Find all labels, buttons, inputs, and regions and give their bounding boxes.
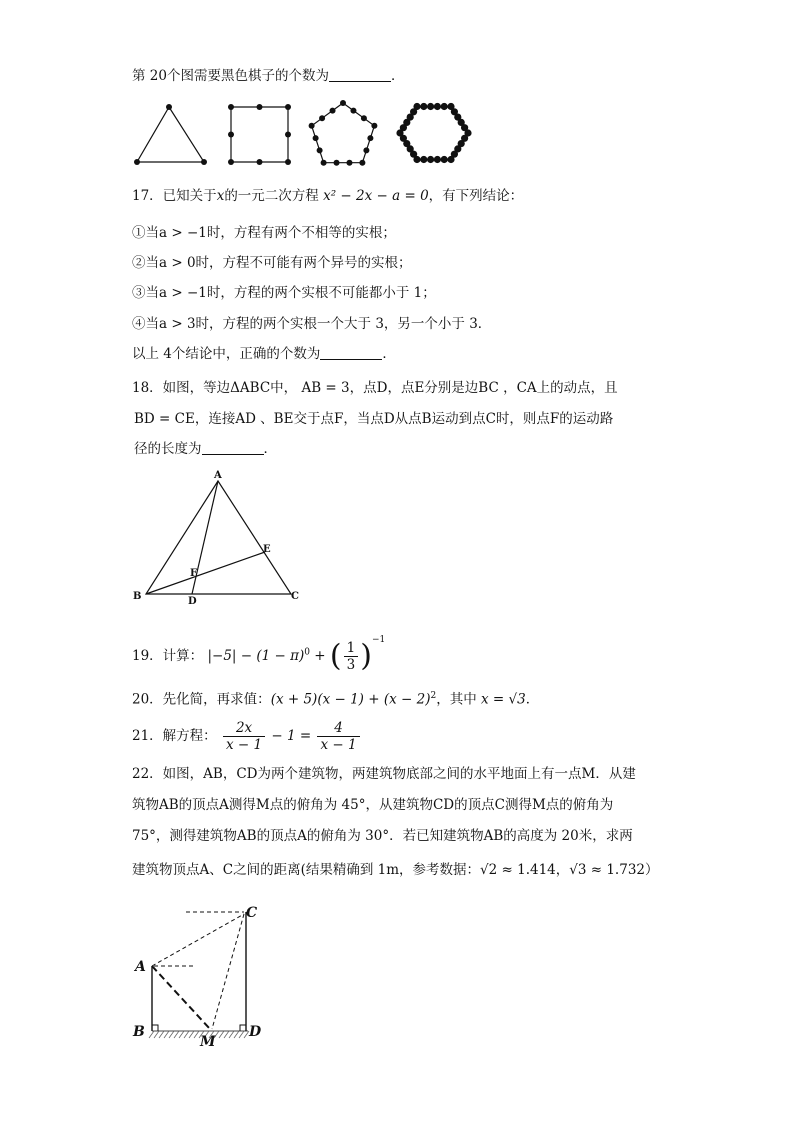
chess-piece <box>441 103 448 110</box>
q21-rhs-num: 4 <box>317 720 359 737</box>
chess-piece <box>371 123 377 129</box>
chess-piece <box>346 160 352 166</box>
chess-piece <box>350 108 356 114</box>
q20-condition: x = √3 <box>481 691 526 708</box>
q17-conclusion-3: ③当a > −1时，方程的两个实根不可能都小于 1； <box>132 285 436 301</box>
q17-stem-prefix: 17．已知关于 <box>132 188 217 204</box>
q20-line <box>132 686 539 710</box>
chess-piece <box>434 103 441 110</box>
q17-conclusion-2: ②当a > 0时，方程不可能有两个异号的实根； <box>132 255 412 271</box>
label-e: E <box>263 544 271 555</box>
chess-piece <box>285 159 291 165</box>
label-f: F <box>190 568 198 579</box>
chess-piece <box>228 132 234 138</box>
hatch-mark <box>229 1031 234 1038</box>
q19-line <box>132 630 385 673</box>
right-angle-d <box>240 1025 246 1031</box>
q16-tail-suffix: ． <box>390 68 405 84</box>
triangle-abc <box>146 481 291 594</box>
q19-expr-main: |−5| − (1 − π) <box>207 648 305 664</box>
hatch-mark <box>164 1031 169 1038</box>
chess-piece <box>420 103 427 110</box>
left-paren-glyph: ( <box>329 638 342 674</box>
polygon-outline <box>137 107 204 162</box>
q22-figure <box>128 898 278 1048</box>
q18-line-3-suffix: ． <box>263 441 277 457</box>
chess-piece <box>434 156 441 163</box>
chess-piece <box>201 159 207 165</box>
chess-piece <box>334 160 340 166</box>
label-d: D <box>188 596 197 606</box>
chess-piece <box>427 156 434 163</box>
q20-prefix: 20．先化简，再求值： <box>132 691 271 708</box>
chess-piece <box>313 135 319 141</box>
chess-piece <box>319 115 325 121</box>
label-m: M <box>200 1034 216 1048</box>
q22-line-1: 22．如图，AB，CD为两个建筑物，两建筑物底部之间的水平地面上有一点M．从建 <box>132 766 636 782</box>
q17-stem <box>132 186 523 206</box>
q17-question-text: 以上 4个结论中，正确的个数为 <box>132 346 321 362</box>
q21-prefix: 21．解方程： <box>132 728 217 744</box>
line-am <box>152 966 210 1029</box>
q17-question <box>132 344 396 364</box>
triangle-figure <box>134 104 207 165</box>
hatch-mark <box>219 1031 224 1038</box>
chess-piece <box>361 115 367 121</box>
chess-piece <box>166 104 172 110</box>
chess-piece <box>400 135 407 142</box>
hatch-mark <box>189 1031 194 1038</box>
q22-line-2: 筑物AB的顶点A测得M点的俯角为 45°，从建筑物CD的顶点C测得M点的俯角为 <box>132 797 614 813</box>
line-cm <box>212 914 244 1029</box>
chess-piece <box>285 132 291 138</box>
q19-exp-0: 0 <box>304 647 310 658</box>
q19-frac-num: 1 <box>344 640 359 657</box>
q22-line-4: 建筑物顶点A、C之间的距离(结果精确到 1m，参考数据：√2 ≈ 1.414，√3 ≈ 1.732） <box>132 862 659 878</box>
q17-conclusion-4: ④当a > 3时，方程的两个实根一个大于 3，另一个小于 3． <box>132 316 492 332</box>
q19-prefix: 19．计算： <box>132 648 204 664</box>
hatch-mark <box>169 1031 174 1038</box>
q19-plus: + <box>314 648 326 664</box>
chess-piece <box>363 147 369 153</box>
polygon-outline <box>312 103 375 163</box>
right-paren-glyph: ) <box>360 638 372 674</box>
chess-piece <box>340 100 346 106</box>
q16-tail-text: 第 20个图需要黑色棋子的个数为 <box>132 68 329 84</box>
label-b: B <box>133 591 142 602</box>
chess-piece <box>257 159 263 165</box>
chess-piece <box>413 103 420 110</box>
q21-minus-one: − 1 = <box>271 728 312 744</box>
q21-rhs-fraction <box>317 720 359 753</box>
q21-lhs-fraction <box>223 720 265 753</box>
hatch-mark <box>194 1031 199 1038</box>
chess-piece <box>285 104 291 110</box>
chess-piece <box>317 147 323 153</box>
q19-frac-den: 3 <box>346 657 356 673</box>
chess-piece <box>441 156 448 163</box>
q17-equation: x² − 2x − a = 0 <box>323 188 429 204</box>
label-a: A <box>214 470 222 481</box>
hatch-mark <box>179 1031 184 1038</box>
q19-exp-neg1: −1 <box>371 635 386 645</box>
q20-suffix-pre: ，其中 <box>436 691 477 708</box>
q19-fraction <box>344 640 359 673</box>
line-ac <box>152 914 244 966</box>
q21-lhs-den: x − 1 <box>225 737 263 753</box>
hatch-mark <box>239 1031 244 1038</box>
hexagon-figure <box>396 103 471 163</box>
q18-line-2: BD = CE，连接AD 、BE交于点F，当点D从点B运动到点C时，则点F的运动路 <box>134 411 614 427</box>
q20-expr: (x + 5)(x − 1) + (x − 2) <box>270 691 431 708</box>
q17-stem-suffix: ，有下列结论： <box>428 188 524 204</box>
label-d: D <box>249 1024 262 1040</box>
label-c: C <box>246 905 258 921</box>
chess-piece <box>228 159 234 165</box>
chess-piece <box>309 123 315 129</box>
chess-piece <box>367 135 373 141</box>
label-b: B <box>133 1024 145 1040</box>
q18-line-1: 18．如图，等边ΔABC中， AB = 3，点D，点E分别是边BC ，CA上的动点，且 <box>132 380 618 396</box>
q20-suffix: ． <box>525 691 540 708</box>
hatch-mark <box>174 1031 179 1038</box>
chess-piece <box>427 103 434 110</box>
chess-piece <box>447 156 454 163</box>
segment-be <box>146 552 265 594</box>
square-figure <box>228 104 291 165</box>
chess-piece <box>228 104 234 110</box>
q17-question-suffix: ． <box>382 346 396 362</box>
q18-figure <box>130 466 310 606</box>
hatch-mark <box>149 1031 154 1038</box>
q21-rhs-den: x − 1 <box>320 737 357 753</box>
q17-answer-blank <box>320 345 382 360</box>
q22-line-3: 75°，测得建筑物AB的顶点A的俯角为 30°．若已知建筑物AB的高度为 20米，求两 <box>132 828 633 844</box>
q18-line-3-text: 径的长度为 <box>134 441 202 457</box>
hatch-mark <box>234 1031 239 1038</box>
chess-piece <box>321 160 327 166</box>
q17-var-x: x <box>216 188 225 204</box>
q20-exp-2: 2 <box>430 691 437 701</box>
chess-piece <box>420 156 427 163</box>
label-a: A <box>135 959 146 975</box>
q21-line <box>132 720 362 753</box>
right-angle-b <box>152 1025 158 1031</box>
hatch-mark <box>184 1031 189 1038</box>
chess-piece <box>359 160 365 166</box>
polygon-outline <box>231 107 288 162</box>
hatch-mark <box>224 1031 229 1038</box>
q21-lhs-num: 2x <box>223 720 265 737</box>
q17-conclusion-1: ①当a > −1时，方程有两个不相等的实根； <box>132 225 396 241</box>
pentagon-figure <box>309 100 378 166</box>
chess-piece <box>257 104 263 110</box>
q18-answer-blank <box>202 440 264 455</box>
chess-piece <box>134 159 140 165</box>
chess-piece <box>330 108 336 114</box>
label-c: C <box>291 591 299 602</box>
q17-stem-mid: 的一元二次方程 <box>224 188 319 204</box>
q18-line-3 <box>134 439 277 459</box>
hatch-mark <box>154 1031 159 1038</box>
hatch-mark <box>159 1031 164 1038</box>
